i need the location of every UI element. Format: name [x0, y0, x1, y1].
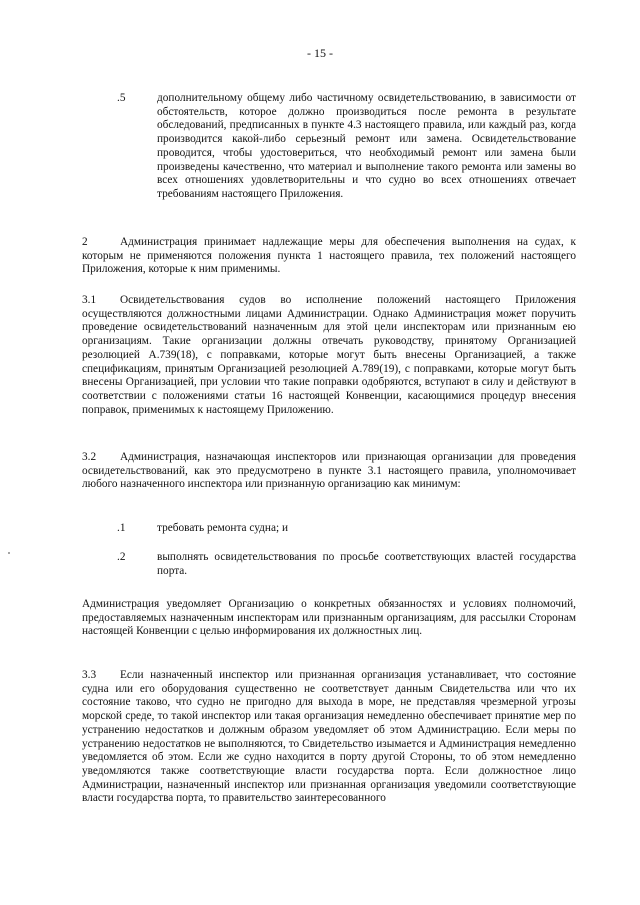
- paragraph-3-3-text: 3.3 Если назначенный инспектор или признанная организация устанавливает, что состояние судна или его оборудования существенно не соответствует данным Свидетельства или что их состояние таково, что судно не пригодно для выхода в море, не представляя чрезмерной угрозы морской среде, то такой инспектор или такая организация немедленно обеспечивает принятие мер по устранению недостатков и должным образом уведомляет об этом Администрацию. Если меры по устранению недостатков не выполняются, то Свидетельство изымается и Администрация немедленно уведомляется об этом. Если же судно находится в порту другой Стороны, то об этом немедленно уведомляются также соответствующие власти государства порта. Если должностное лицо Администрации, назначенный инспектор или признанная организация уведомили соответствующие власти государства порта, то правительство заинтересованного: [82, 669, 576, 805]
- page-number: - 15 -: [307, 46, 333, 60]
- scan-speck: [8, 552, 10, 554]
- subitem-1-number: .1: [117, 522, 126, 534]
- subitem-2-text: выполнять освидетельствования по просьбе соответствующих властей государства порта.: [157, 551, 576, 577]
- paragraph-3-2: [82, 451, 576, 492]
- paragraph-2: [82, 236, 576, 277]
- item-5: [117, 92, 576, 202]
- paragraph-admin-notice-text: Администрация уведомляет Организацию о конкретных обязанностях и условиях полномочий, предоставляемых назначенным инспекторам или признанным организациям, для рассылки Сторонам настоящей Конвенции с целью информирования их должностных лиц.: [82, 598, 576, 638]
- paragraph-3-1: [82, 294, 576, 417]
- paragraph-3-1-text: 3.1 Освидетельствования судов во исполнение положений настоящего Приложения осуществляются должностными лицами Администрации. Однако Администрация может поручить проведение освидетельствований назначенным для этой цели инспекторам или признанным ею организациям. Такие организации должны отвечать руководству, принятому Организацией резолюцией А.739(18), с поправками, которые могут быть внесены Организацией, а также спецификациям, принятым Организацией резолюцией А.789(19), с поправками, которые могут быть внесены Организацией, при условии что такие поправки одобряются, вступают в силу и действуют в соответствии с положениями статьи 16 настоящей Конвенции, касающимися процедур внесения поправок, применимых к настоящему Приложению.: [82, 294, 576, 416]
- paragraph-3-1-number: 3.1: [82, 294, 97, 306]
- subitem-2-number: .2: [117, 551, 126, 563]
- item-5-text: дополнительному общему либо частичному освидетельствованию, в зависимости от обстоятельств, которое должно производиться после ремонта в результате обследований, предписанных в пункте 4.3 настоящего правила, или каждый раз, когда производится какой-либо серьезный ремонт или замена. Освидетельствование проводится, чтобы удостовериться, что необходимый ремонт или замена были произведены качественно, что материал и выполнение такого ремонта или замены во всех отношениях удовлетворительны и что судно во всех отношениях отвечает требованиям настоящего Приложения.: [157, 92, 576, 200]
- paragraph-3-2-number: 3.2: [82, 451, 97, 463]
- paragraph-3-3: [82, 669, 576, 806]
- paragraph-2-text: 2 Администрация принимает надлежащие меры для обеспечения выполнения на судах, к которым не применяются положения пункта 1 настоящего правила, тех положений настоящего Приложения, которые к ним применимы.: [82, 236, 576, 276]
- paragraph-3-2-text: 3.2 Администрация, назначающая инспекторов или признающая организации для проведения освидетельствований, как это предусмотрено в пункте 3.1 настоящего правила, уполномочивает любого назначенного инспектора или признанную организацию как минимум:: [82, 451, 576, 491]
- item-5-number: .5: [117, 92, 126, 104]
- paragraph-3-3-number: 3.3: [82, 669, 97, 681]
- subitem-1-text: требовать ремонта судна; и: [157, 522, 288, 534]
- paragraph-2-number: 2: [82, 236, 88, 248]
- subitem-2: [117, 551, 576, 578]
- paragraph-admin-notice: [82, 598, 576, 639]
- subitem-1: [117, 522, 576, 536]
